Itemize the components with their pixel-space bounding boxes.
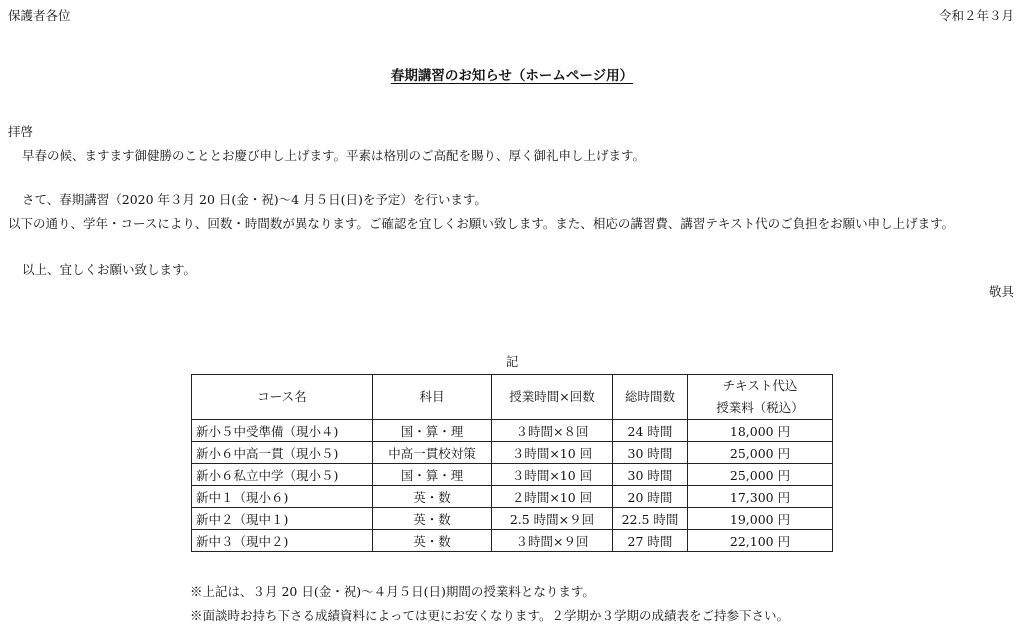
closing-line: 以上、宜しくお願い致します。 [22, 262, 197, 277]
header-total: 総時間数 [613, 375, 688, 420]
header-fee-line1: チキスト代込 [722, 378, 798, 393]
header-lesson: 授業時間×回数 [492, 375, 613, 420]
opening-salutation: 拝啓 [8, 124, 34, 139]
cell-total: 22.5 時間 [613, 508, 688, 530]
cell-course: 新中３（現中２) [192, 530, 373, 552]
cell-fee: 25,000 円 [688, 442, 833, 464]
cell-lesson: ３時間×10 回 [492, 464, 613, 486]
cell-fee: 22,100 円 [688, 530, 833, 552]
cell-course: 新小６中高一貫（現小５) [192, 442, 373, 464]
cell-subject: 中高一貫校対策 [373, 442, 492, 464]
closing-salutation: 敬具 [988, 284, 1014, 299]
table-row [192, 486, 833, 508]
table-row [192, 530, 833, 552]
cell-lesson: ３時間×10 回 [492, 442, 613, 464]
cell-subject: 英・数 [373, 530, 492, 552]
cell-lesson: ３時間×８回 [492, 420, 613, 442]
note-discount: ※面談時お持ち下さる成績資料によっては更にお安くなります。２学期か３学期の成績表をご持参下さい。 [190, 608, 790, 623]
cell-total: 30 時間 [613, 442, 688, 464]
cell-total: 30 時間 [613, 464, 688, 486]
cell-total: 27 時間 [613, 530, 688, 552]
table-header-row [192, 375, 833, 420]
cell-fee: 19,000 円 [688, 508, 833, 530]
header-course: コース名 [192, 375, 373, 420]
cell-subject: 国・算・理 [373, 420, 492, 442]
cell-total: 20 時間 [613, 486, 688, 508]
cell-lesson: ３時間×９回 [492, 530, 613, 552]
note-period: ※上記は、３月 20 日(金・祝)～４月５日(日)期間の授業料となります。 [190, 584, 595, 599]
cell-course: 新中１（現小６) [192, 486, 373, 508]
details-paragraph: 以下の通り、学年・コースにより、回数・時間数が異なります。ご確認を宜しくお願い致します。また、相応の講習費、講習テキスト代のご負担をお願い申し上げます。 [8, 216, 955, 231]
greeting-paragraph: 早春の候、ますます御健勝のこととお慶び申し上げます。平素は格別のご高配を賜り、厚く御礼申し上げます。 [22, 148, 646, 163]
recipient: 保護者各位 [8, 8, 71, 23]
cell-lesson: ２時間×10 回 [492, 486, 613, 508]
ki-heading: 記 [505, 354, 519, 369]
document-date: 令和２年３月 [938, 8, 1014, 23]
cell-subject: 国・算・理 [373, 464, 492, 486]
table-row [192, 464, 833, 486]
cell-course: 新小５中受準備（現小４) [192, 420, 373, 442]
cell-fee: 25,000 円 [688, 464, 833, 486]
cell-course: 新中２（現中１) [192, 508, 373, 530]
cell-subject: 英・数 [373, 486, 492, 508]
cell-fee: 18,000 円 [688, 420, 833, 442]
table-row [192, 420, 833, 442]
header-fee-line2: 授業料（税込） [716, 400, 804, 415]
cell-lesson: 2.5 時間×９回 [492, 508, 613, 530]
cell-fee: 17,300 円 [688, 486, 833, 508]
table-row [192, 442, 833, 464]
announcement-paragraph: さて、春期講習（2020 年３月 20 日(金・祝)～4 月５日(日)を予定）を行います。 [22, 192, 487, 207]
header-subject: 科目 [373, 375, 492, 420]
course-fee-table [191, 374, 833, 552]
document-title-text: 春期講習のお知らせ（ホームページ用） [390, 68, 634, 84]
cell-total: 24 時間 [613, 420, 688, 442]
cell-course: 新小６私立中学（現小５) [192, 464, 373, 486]
cell-subject: 英・数 [373, 508, 492, 530]
document-title [0, 64, 1024, 84]
table-row [192, 508, 833, 530]
header-fee [688, 375, 833, 420]
